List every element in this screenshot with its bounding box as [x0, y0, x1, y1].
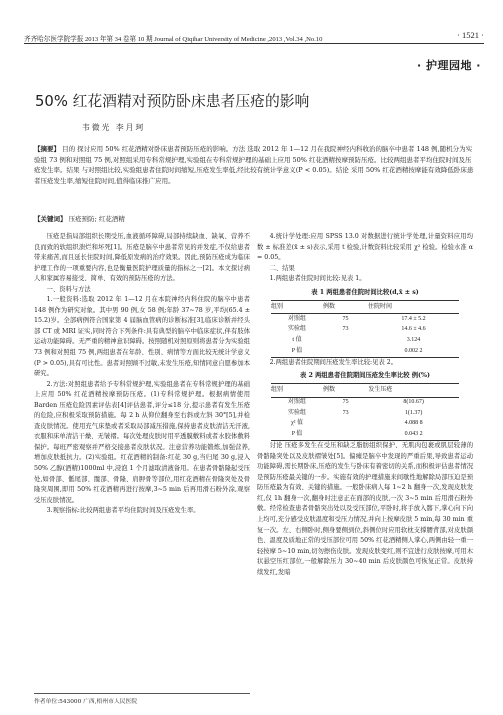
- table-header-cell: 住院时间: [368, 300, 459, 314]
- general-data-paragraph: 1.一般资料:选取 2012 年 1—12 月在本院神经内科住院的脑卒中患者 148 例作为研究对象。其中男 90 例,女 58 例;年龄 37~78 岁,平均(65.4 ± 15.2)岁。全部病例符合国家第 4 届脑血管病的诊断标准[3],临床诊断并经头部 CT 或 MRI 证实,同时符合下列条件:具有典型的脑卒中临床症状,伴有肢体运动功能障碍。无严重的精神意识障碍。按照随机对照原则将患者分为实验组 73 例和对照组 75 例,两组患者在年龄、性别、病情等方面比较无统计学意义(P > 0.05),具有可比性。患者对照顾不过敏,未发生压疮,知情同意自愿参加本研究。: [34, 296, 250, 378]
- table-header-row: [271, 300, 459, 314]
- keywords-text: 压疮预防; 红花酒精: [68, 215, 125, 223]
- table-header-cell: 例数: [323, 384, 368, 398]
- results-sub2: 2.两组患者住院期间压疮发生率比较:见表 2。: [269, 358, 398, 366]
- method-paragraph: 2.方法:对照组患者给予专科常规护理,实验组患者在专科常规护理的基础上应用 50% 红花酒精按摩预防压疮。(1)专科常规护理。根据病情使用 Barden 压疮危险因素评估表[4]评估患者,评分≤18 分,提示患者有发生压疮的危险,应积极采取预防措施。每 2 h 从仰位翻身至右斜或左斜 30°[5],并检查皮肤情况。使用充气床垫或者采取局部减压措施,保持患者皮肤清洁无汗液,衣服和床单清洁干燥、无皱褶。每次处理皮肤时用平透膜敷料或者水胶体敷料保护。每班严密观察并严格交接患者皮肤状况。注意营养功能锻炼,加强营养,增加皮肤抵抗力。(2)实验组。红花酒精的制备:红花 30 g,当归尾 30 g,浸入 50% 乙醇(酒精)1000ml 中,浸泡 1 个月滤取清液备用。在患者骨骼隆起受压处,如骨部、骶尾部、髋部、骨隆、肩胛骨等部位,用红花酒精在骨隆突处及骨隆突周围,即用 50% 红花酒精再进行按摩,3~5 min 后再用滑石粉外涂,观察受压皮肤情况。: [34, 380, 250, 504]
- table-cell: [323, 346, 368, 357]
- author-affiliation-footnote: 作者单位:543000 广西,梧州市人民医院: [34, 693, 250, 705]
- table-row: [271, 314, 459, 325]
- table-row: [271, 419, 459, 430]
- section-heading-methods: 一、资料与方法: [46, 285, 91, 293]
- abstract: [34, 144, 474, 186]
- table-cell: 8(10.67): [403, 399, 424, 406]
- page-number: · 1521 ·: [457, 30, 484, 40]
- table-cell: [323, 419, 368, 430]
- table-cell: 4.088 8: [404, 420, 423, 427]
- discussion-paragraph: 讨论 压疮多发生在受压和缺乏脂肪组织保护、无肌肉包裹或肌层较薄的骨骼隆突处以及皮肤褶皱处[5]。偏瘫是脑卒中发现的严重后果,导致患者运动功能障碍,需长期卧床,压疮的发生与卧床有着密切的关系,而积极评估患者情况是预防压疮最关键的一步。实施有效的护理措施来间歇性地解除局部压迫是预防压疮最为有效、关键的措施。一般卧床病人每 1~2 h 翻身一次,发现皮肤发红,仅 1h 翻身一次,翻身时注意正在面部的皮肤,一次 3~5 min 后用滑石粉外敷。经常检查患者骨骼突出处以及受压部位,平卧时,将手放入髂下,掌心向下向上均可,充分感受皮肤温度和受压力情况,并向上按摩皮肤 5 min,每 30 min 重复一次。左、右侧卧时,侧身要侧到位,斜侧位时应用软枕支撑腰背部,对皮肤颜色、温度及质地正常的受压部位可用 50% 红花酒精侧人掌心,两侧由轻一重一轻按摩 5~10 min,切勿擦伤皮肤。发现皮肤变红,则不宜进行皮肤按摩,可用木状悬空压红部位,一般解除压力 30~40 min 后皮肤颜色可恢复正常。皮肤持续发红,发暗: [257, 442, 473, 576]
- table-cell: t 值: [292, 336, 302, 343]
- stats-paragraph: 4.统计学处理:应用 SPSS 13.0 对数据进行统计学处理,计量资料应用均数 ± 标准差(x̄ ± s)表示,采用 t 检验,计数资料比较采用 χ² 检验。检验水准 α = 0.05。: [257, 233, 473, 262]
- table-header-cell: 发生压疮: [368, 384, 459, 398]
- table-1: [257, 288, 473, 358]
- table-row: [271, 408, 459, 419]
- table-cell: 对照组: [287, 315, 306, 322]
- journal-citation: 齐齐哈尔医学院学报 2013 年第 34 卷第 10 期 Journal of Qiqihar University of Medicine ,2013 ,Vol.34 ,No.10: [24, 36, 323, 43]
- table-row: [271, 397, 459, 408]
- table-cell: 17.4 ± 5.2: [401, 315, 426, 322]
- table-cell: 0.002 2: [368, 346, 459, 357]
- table-2-caption: 表 2 两组患者住院期间压疮发生率比较 例(%): [300, 372, 430, 380]
- article-title: 50% 红花酒精对预防卧床患者压疮的影响: [35, 93, 310, 110]
- table-cell: 75: [342, 315, 349, 322]
- table-2: [257, 371, 473, 441]
- table-1-grid: [271, 300, 459, 358]
- table-cell: [323, 430, 368, 441]
- table-header-row: [271, 384, 459, 398]
- table-row: [271, 430, 459, 441]
- table-cell: P 值: [271, 430, 323, 441]
- running-header: [24, 30, 484, 44]
- table-cell: 对照组: [287, 399, 306, 406]
- table-header-cell: 例数: [323, 300, 368, 314]
- table-cell: 实验组: [287, 409, 306, 416]
- table-row: [271, 325, 459, 336]
- intro-paragraph: 压疮是指局部组织长期受压,血液循环障碍,局部持续缺血、缺氧、营养不良而致的软组织溃烂和坏死[1]。压疮是脑卒中患者常见的并发症,不仅给患者带来痛苦,而且延长住院时间,降低原发病的治疗效果。因此,预防压疮成为临床护理工作的一项重要内容,也是衡量医院护理质量的指标之一[2]。本文探讨病人和家属容易接受、简单、有效的预防压疮的方法。: [34, 233, 250, 283]
- table-cell: 实验组: [287, 326, 306, 333]
- table-cell: 73: [342, 409, 349, 416]
- table-2-grid: [271, 383, 459, 441]
- table-cell: P 值: [271, 346, 323, 357]
- table-cell: [323, 335, 368, 346]
- table-cell: 1(1.37): [404, 409, 423, 416]
- right-column: [257, 232, 473, 578]
- section-heading-results: 二、结果: [269, 264, 295, 272]
- results-sub1: 1.两组患者住院时间比较:见表 1。: [269, 275, 366, 283]
- table-cell: 14.6 ± 4.6: [401, 326, 426, 333]
- table-cell: 75: [342, 399, 349, 406]
- left-column: [34, 232, 250, 517]
- table-cell: χ² 值: [291, 420, 303, 427]
- authors: 韦微光 李月珂: [82, 123, 146, 132]
- table-cell: 3.124: [406, 336, 421, 343]
- table-cell: 73: [342, 326, 349, 333]
- table-row: [271, 346, 459, 357]
- table-row: [271, 335, 459, 346]
- table-header-cell: 组别: [271, 300, 323, 314]
- table-cell: 0.043 2: [368, 430, 459, 441]
- keywords-label: 【关键词】: [34, 215, 67, 223]
- keywords: [34, 214, 125, 223]
- section-tag: · 护理园地 ·: [416, 59, 481, 72]
- abstract-text: 目的 探讨应用 50% 红花酒精对卧床患者预防压疮的影响。方法 选取 2012 年 1—12 月在我院神经内科收治的脑卒中患者 148 例,随机分为实验组 73 例和对照组 75 例,对照组采用专科常规护理,实验组在专科常规护理的基础上应用 50% 红花酒精按摩预防压疮。比较两组患者平均住院时间及压疮发生率。结果 与对照组比较,实验组患者住院时间缩短,压疮发生率低,经比较有统计学意义(P < 0.05)。结论 采用 50% 红花酒精按摩能有效降低卧床患者压疮发生率,缩短住院时间,值得临床推广应用。: [34, 145, 474, 185]
- table-1-caption: 表 1 两组患者住院时间比较(d,x̄ ± s): [311, 288, 419, 296]
- table-header-cell: 组别: [271, 384, 323, 398]
- abstract-label: 【摘要】: [34, 145, 60, 153]
- indicator-paragraph: 3.观察指标:比较两组患者平均住院时间及压疮发生率。: [46, 507, 200, 515]
